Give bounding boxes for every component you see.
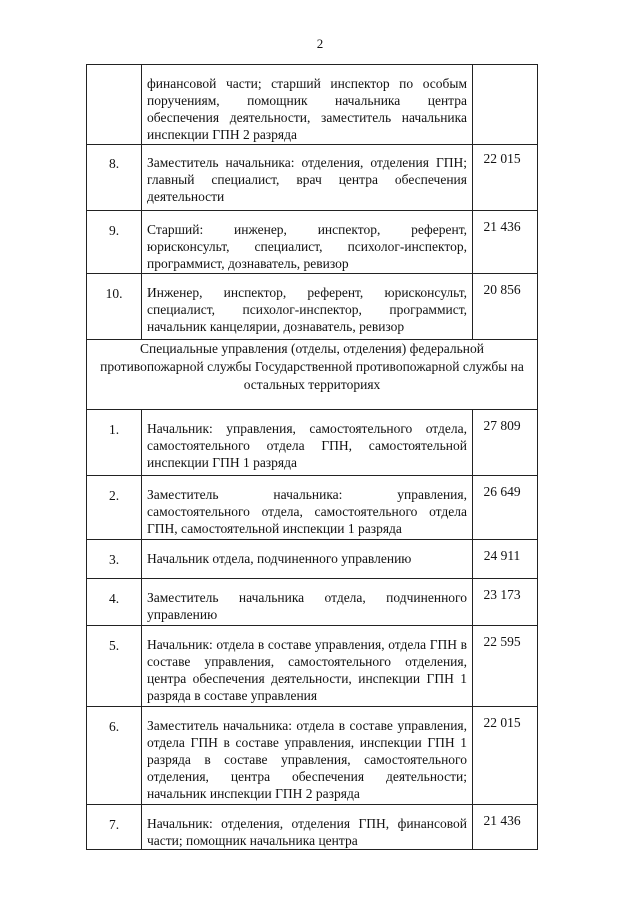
row-number	[87, 65, 142, 145]
row-salary: 22 015	[473, 145, 538, 211]
table-row	[87, 707, 538, 805]
row-description: Начальник: управления, самостоятельного отдела, самостоятельного отдела ГПН, самостоятельной инспекции ГПН 1 разряда	[142, 410, 473, 476]
table-row	[87, 540, 538, 579]
row-salary: 24 911	[473, 540, 538, 579]
row-number: 6.	[87, 707, 142, 805]
row-description: Заместитель начальника отдела, подчиненного управлению	[142, 579, 473, 626]
row-number: 5.	[87, 626, 142, 707]
section-header: Специальные управления (отделы, отделения) федеральной противопожарной службы Государственной противопожарной службы на остальных территориях	[87, 340, 538, 410]
row-salary: 23 173	[473, 579, 538, 626]
row-number: 10.	[87, 274, 142, 340]
row-number: 3.	[87, 540, 142, 579]
table-row	[87, 274, 538, 340]
table-row	[87, 476, 538, 540]
row-description: финансовой части; старший инспектор по особым поручениям, помощник начальника центра обеспечения деятельности, заместитель начальника инспекции ГПН 2 разряда	[142, 65, 473, 145]
row-salary: 20 856	[473, 274, 538, 340]
row-salary: 26 649	[473, 476, 538, 540]
row-description: Начальник отдела, подчиненного управлению	[142, 540, 473, 579]
row-description: Начальник: отдела в составе управления, отдела ГПН в составе управления, самостоятельного отделения, центра обеспечения деятельности, инспекции ГПН 1 разряда в составе управления	[142, 626, 473, 707]
row-description: Заместитель начальника: управления, самостоятельного отдела, самостоятельного отдела ГПН, самостоятельной инспекции 1 разряда	[142, 476, 473, 540]
row-description: Инженер, инспектор, референт, юрисконсульт, специалист, психолог-инспектор, программист, начальник канцелярии, дознаватель, ревизор	[142, 274, 473, 340]
row-number: 9.	[87, 211, 142, 274]
row-salary: 21 436	[473, 211, 538, 274]
table-row	[87, 805, 538, 850]
table-row	[87, 579, 538, 626]
row-salary: 22 595	[473, 626, 538, 707]
row-number: 8.	[87, 145, 142, 211]
row-number: 4.	[87, 579, 142, 626]
row-salary: 27 809	[473, 410, 538, 476]
table-row	[87, 145, 538, 211]
row-salary	[473, 65, 538, 145]
table-row	[87, 65, 538, 145]
row-salary: 21 436	[473, 805, 538, 850]
salary-table	[86, 64, 538, 850]
row-number: 7.	[87, 805, 142, 850]
section-header-row	[87, 340, 538, 410]
row-number: 2.	[87, 476, 142, 540]
row-description: Старший: инженер, инспектор, референт, юрисконсульт, специалист, психолог-инспектор, программист, дознаватель, ревизор	[142, 211, 473, 274]
table-row	[87, 626, 538, 707]
table-row	[87, 410, 538, 476]
page-number: 2	[316, 36, 324, 51]
row-description: Заместитель начальника: отдела в составе управления, отдела ГПН в составе управления, инспекции ГПН 1 разряда в составе управления, самостоятельного отделения, центра обеспечения деятельности; начальник инспекции ГПН 2 разряда	[142, 707, 473, 805]
row-number: 1.	[87, 410, 142, 476]
row-description: Заместитель начальника: отделения, отделения ГПН; главный специалист, врач центра обеспечения деятельности	[142, 145, 473, 211]
row-description: Начальник: отделения, отделения ГПН, финансовой части; помощник начальника центра	[142, 805, 473, 850]
table-row	[87, 211, 538, 274]
row-salary: 22 015	[473, 707, 538, 805]
